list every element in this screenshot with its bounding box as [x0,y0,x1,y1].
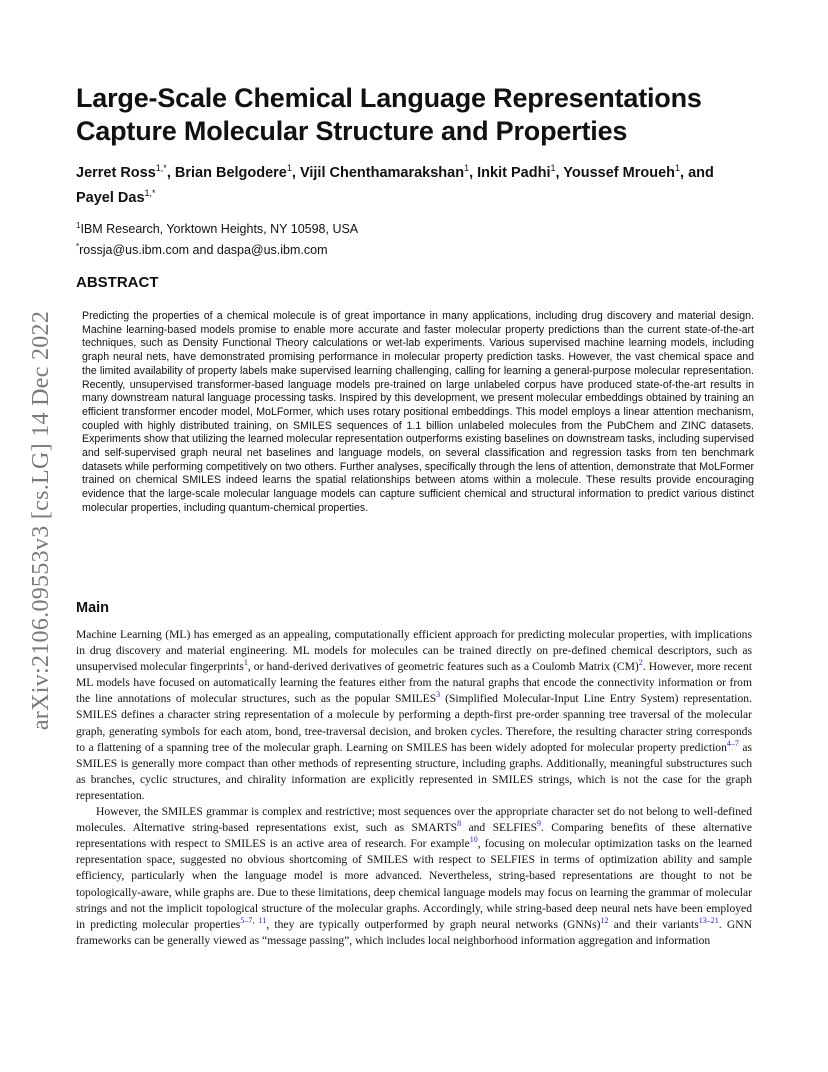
arxiv-identifier: arXiv:2106.09553v3 [cs.LG] 14 Dec 2022 [28,310,55,730]
main-section-heading: Main [76,600,110,616]
author-separator: , [469,164,478,181]
citation-link[interactable]: 9 [537,819,542,829]
author-affiliation-mark: 1 [464,163,470,173]
arxiv-sidebar-stamp [22,280,62,760]
citation-link[interactable]: 3 [436,690,441,700]
citation-link[interactable]: 5–7, 11 [240,915,267,925]
citation-link[interactable]: 13–21 [698,915,719,925]
main-body-text [76,627,752,949]
email-mark: * [76,242,80,252]
author-affiliation-mark: 1 [675,163,681,173]
author-name: Vijil Chenthamarakshan$^1$ [299,163,470,181]
author-affiliation-mark: 1,* [144,187,156,198]
abstract-heading: ABSTRACT [76,274,159,291]
author-name: Youssef Mroueh$^1$ [563,163,681,181]
affiliation-mark: 1 [76,221,81,230]
email-text: rossja@us.ibm.com and daspa@us.ibm.com [79,243,328,258]
author-name: Jerret Ross$^{1,*}$ [76,163,167,181]
paper-title: Large-Scale Chemical Language Representations Capture Molecular Structure and Properties [76,83,702,146]
body-paragraph: However, the SMILES grammar is complex and restrictive; most sequences over the appropriate character set do not belong to well-defined molecules. Alternative string-based representations exist, such as SMARTS$^8$ and SELFIES$^9$. Comparing benefits of these alternative representations with respect to SMILES is an active area of research. For example$^{10}$, focusing on molecular optimization tasks on the learned representation space, suggested no obvious shortcoming of SMILES with respect to SELFIES in terms of optimization ability and sample efficiency, particularly when the language model is more advanced. Nevertheless, string-based representations are thought to not be topologically-aware, while graphs are. Due to these limitations, deep chemical language models may focus on learning the grammar of molecular strings and not the implicit topological structure of the molecular graphs. Accordingly, while string-based deep neural nets have been employed in predicting molecular properties$^{5-7, 11}$, they are typically outperformed by graph neural networks (GNNs)$^{12}$ and their variants$^{13-21}$. GNN frameworks can be generally viewed as “message passing”, which includes local neighborhood information aggregation and information [76,805,753,947]
author-name: Brian Belgodere$^1$ [174,163,292,181]
author-separator: , [555,164,564,181]
citation-link[interactable]: 2 [638,658,643,668]
citation-link[interactable]: 1 [243,658,248,668]
author-affiliation-mark: 1,* [155,163,167,173]
citation-link[interactable]: 12 [600,915,609,925]
citation-link[interactable]: 8 [457,819,462,829]
author-name: Payel Das$^{1,*}$ [76,187,156,206]
author-affiliation-mark: 1 [550,163,556,173]
author-separator: , [166,164,175,181]
body-paragraph: Machine Learning (ML) has emerged as an appealing, computationally efficient approach for predicting molecular properties, with implications in drug discovery and material engineering. ML models for molecules can be trained directly on pre-defined chemical descriptors, such as unsupervised molecular fingerprints$^1$, or hand-derived derivatives of geometric features such as a Coulomb Matrix (CM)$^2$. However, more recent ML models have focused on automatically learning the features either from the natural graphs that encode the connectivity information or from the line annotations of molecular structures, such as the popular SMILES$^3$ (Simplified Molecular-Input Line Entry System) representation. SMILES defines a character string representation of a molecule by performing a depth-first pre-order spanning tree traversal of the molecular graph, generating symbols for each atom, bond, tree-traversal decision, and broken cycles. Therefore, the resulting character string corresponds to a flattening of a spanning tree of the molecular graph. Learning on SMILES has been widely adopted for molecular property prediction$^{4-7}$ as SMILES is generally more compact than other methods of representing structure, including graphs. Additionally, meaningful substructures such as branches, cyclic structures, and chirality information are explicitly represented in SMILES strings, which is not the case for the graph representation. [76,628,752,802]
affiliation-text: IBM Research, Yorktown Heights, NY 10598, USA [80,222,359,237]
citation-link[interactable]: 4–7 [726,738,739,748]
abstract-text: Predicting the properties of a chemical molecule is of great importance in many applications, including drug discovery and material design. Machine learning-based models promise to enable more accurate and faster molecular property predictions than the current state-of-the-art techniques, such as Density Functional Theory calculations or wet-lab experiments. Various supervised machine learning models, including graph neural nets, have demonstrated promising performance in molecular property prediction tasks. However, the vast chemical space and the limited availability of property labels make supervised learning challenging, calling for learning a general-purpose molecular representation. Recently, unsupervised transformer-based language models pre-trained on large unlabeled corpus have produced state-of-the-art results in many downstream natural language processing tasks. Inspired by this development, we present molecular embeddings obtained by training an efficient transformer encoder model, MoLFormer, which uses rotary positional embeddings. This model employs a linear attention mechanism, coupled with highly distributed training, on SMILES sequences of 1.1 billion unlabeled molecules from the PubChem and ZINC datasets. Experiments show that utilizing the learned molecular representation outperforms existing baselines on downstream tasks, including supervised and self-supervised graph neural net baselines and language models, on several classification and regression tasks from ten benchmark datasets while performing competitively on two others. Further analyses, specifically through the lens of attention, demonstrate that MoLFormer trained on chemical SMILES indeed learns the spatial relationships between atoms within a molecule. These results provide encouraging evidence that the large-scale molecular language models can capture sufficient chemical and structural information to predict various distinct molecular properties, including quantum-chemical properties. [82,310,754,514]
author-affiliation-mark: 1 [286,163,292,173]
affiliation-block [76,217,752,259]
affiliation-line [76,217,752,238]
author-separator: , and [680,164,714,181]
author-name: Inkit Padhi$^1$ [477,163,556,181]
author-separator: , [291,164,300,181]
email-line [76,238,752,259]
citation-link[interactable]: 10 [469,835,478,845]
author-list [76,158,752,208]
